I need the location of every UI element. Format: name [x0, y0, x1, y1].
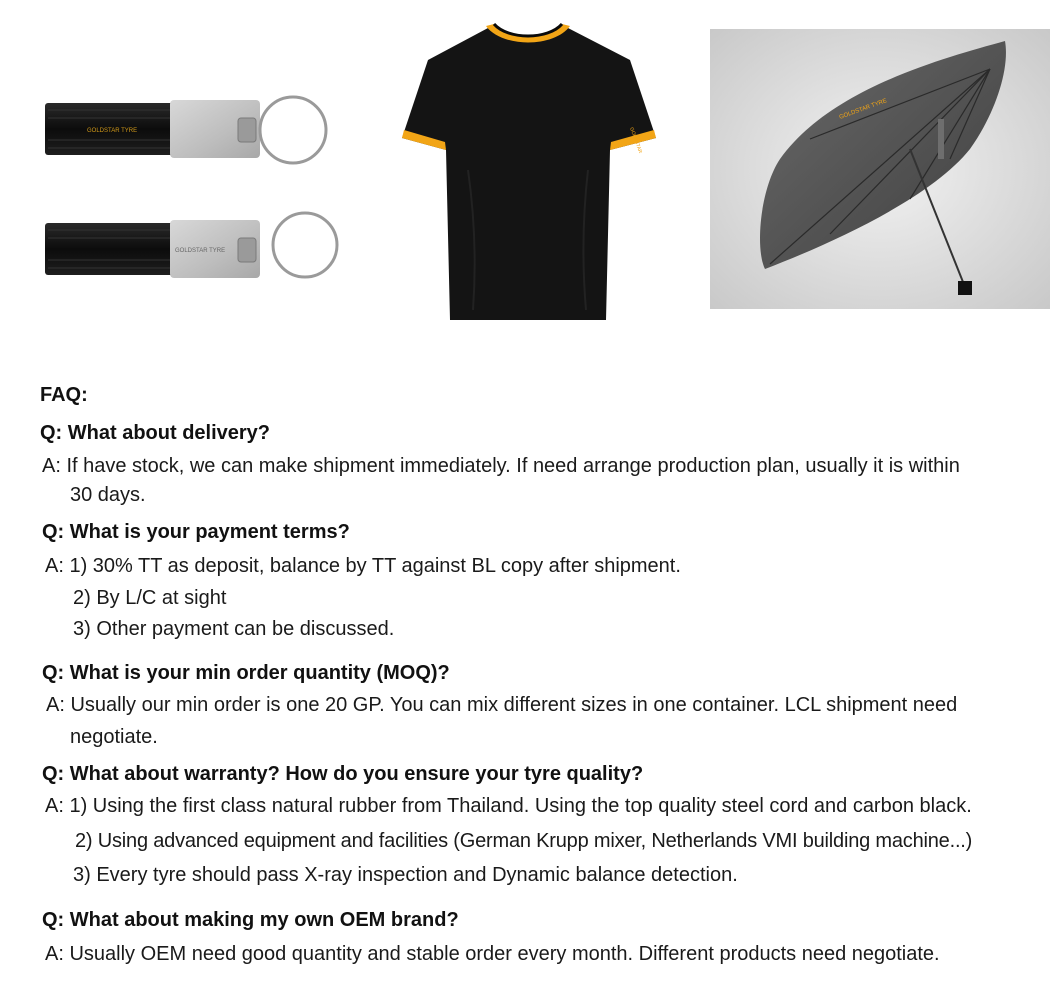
keychain-brand-text-2: GOLDSTAR TYRE [175, 248, 226, 254]
svg-text:GOLDSTAR: GOLDSTAR [628, 126, 644, 155]
faq-answer-line: negotiate. [70, 726, 158, 748]
faq-answer-line: 2) Using advanced equipment and facilities (German Krupp mixer, Netherlands VMI building machine...) [75, 830, 973, 852]
keychain-image [40, 80, 350, 300]
keychain-brand-text: GOLDSTAR TYRE [87, 128, 138, 134]
umbrella-image [710, 29, 1050, 309]
faq-question-oem: Q: What about making my own OEM brand? [42, 909, 459, 931]
faq-question-warranty: Q: What about warranty? How do you ensure your tyre quality? [42, 763, 644, 785]
faq-answer-line: A: 1) 30% TT as deposit, balance by TT against BL copy after shipment. [45, 555, 681, 577]
faq-answer-line: A: If have stock, we can make shipment immediately. If need arrange production plan, usually it is within [42, 455, 960, 477]
faq-answer-line: 3) Every tyre should pass X-ray inspection and Dynamic balance detection. [73, 864, 738, 886]
tshirt-image [398, 20, 660, 322]
faq-answer-line: 3) Other payment can be discussed. [73, 618, 395, 640]
faq-answer-line: A: Usually OEM need good quantity and stable order every month. Different products need negotiate. [45, 943, 940, 965]
faq-question-delivery: Q: What about delivery? [40, 422, 271, 444]
faq-answer-line: A: 1) Using the first class natural rubber from Thailand. Using the top quality steel cord and carbon black. [45, 795, 972, 817]
faq-question-payment: Q: What is your payment terms? [42, 521, 350, 543]
faq-answer-line: 30 days. [70, 484, 146, 506]
faq-question-moq: Q: What is your min order quantity (MOQ)? [42, 662, 450, 684]
faq-heading: FAQ: [40, 384, 88, 406]
faq-answer-line: 2) By L/C at sight [73, 587, 227, 609]
umbrella-brand-text: GOLDSTAR TYRE [838, 98, 888, 121]
faq-answer-line: A: Usually our min order is one 20 GP. You can mix different sizes in one container. LCL shipment need [46, 694, 958, 716]
